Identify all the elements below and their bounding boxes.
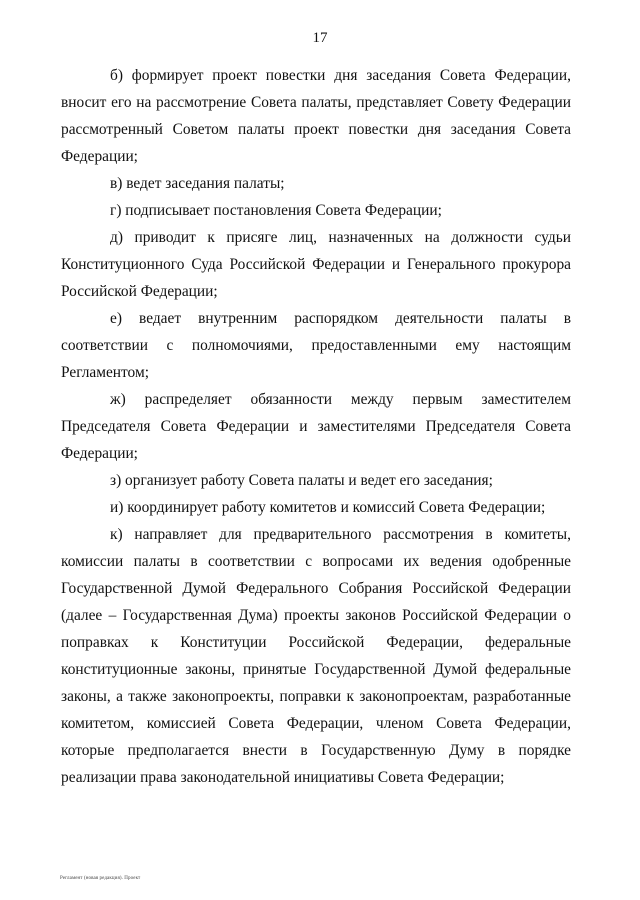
footer-note: Регламент (новая редакция). Проект <box>60 876 141 881</box>
paragraph-b: б) формирует проект повестки дня заседания Совета Федерации, вносит его на рассмотрение Совета палаты, представляет Совету Федерации рассмотренный Советом палаты проект повестки дня заседания Совета Федерации; <box>61 67 571 165</box>
paragraph-i: и) координирует работу комитетов и комиссий Совета Федерации; <box>110 499 546 516</box>
paragraph-g: г) подписывает постановления Совета Федерации; <box>110 202 442 219</box>
paragraph-zh: ж) распределяет обязанности между первым заместителем Председателя Совета Федерации и заместителями Председателя Совета Федерации; <box>61 391 571 462</box>
paragraph-e: е) ведает внутренним распорядком деятельности палаты в соответствии с полномочиями, предоставленными ему настоящим Регламентом; <box>61 310 571 381</box>
paragraph-d: д) приводит к присяге лиц, назначенных на должности судьи Конституционного Суда Российской Федерации и Генерального прокурора Российской Федерации; <box>61 229 571 300</box>
page-number: 17 <box>312 30 328 46</box>
document-body <box>61 62 571 791</box>
paragraph-k: к) направляет для предварительного рассмотрения в комитеты, комиссии палаты в соответствии с вопросами их ведения одобренные Государственной Думой Федерального Собрания Российской Федерации (далее – Государственная Дума) проекты законов Российской Федерации о поправках к Конституции Российской Федерации, федеральные конституционные законы, принятые Государственной Думой федеральные законы, а также законопроекты, поправки к законопроектам, разработанные комитетом, комиссией Совета Федерации, членом Совета Федерации, которые предполагается внести в Государственную Думу в порядке реализации права законодательной инициативы Совета Федерации; <box>61 526 571 786</box>
paragraph-z: з) организует работу Совета палаты и ведет его заседания; <box>110 472 493 489</box>
paragraph-v: в) ведет заседания палаты; <box>110 175 285 192</box>
